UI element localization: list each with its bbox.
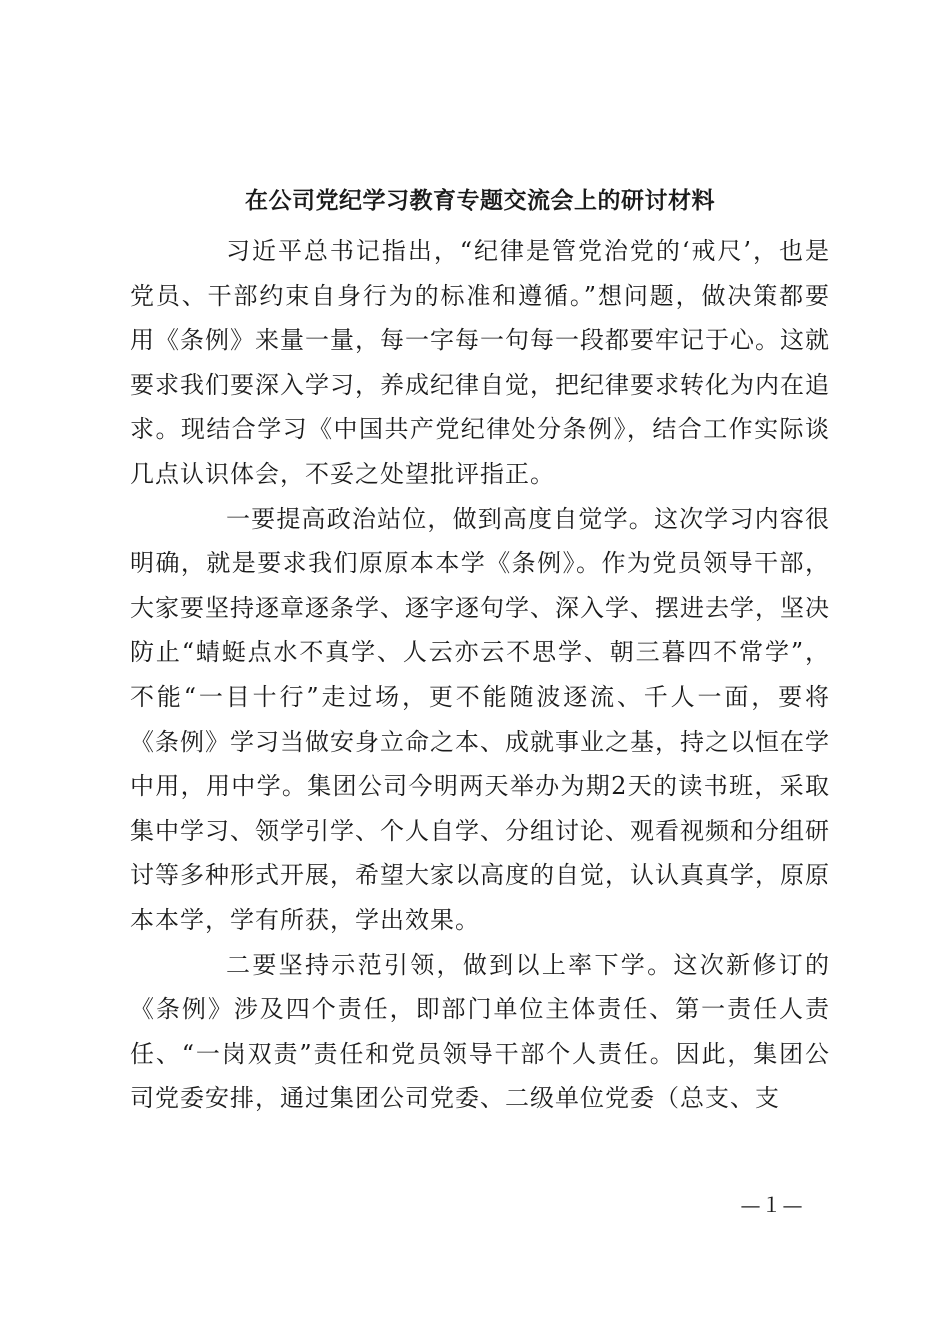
document-body	[130, 229, 830, 1121]
paragraph-point-two: 二要坚持示范引领，做到以上率下学。这次新修订的《条例》涉及四个责任，即部门单位主体责任、第一责任人责任、“一岗双责”责任和党员领导干部个人责任。因此，集团公司党委安排，通过集团公司党委、二级单位党委（总支、支	[130, 950, 830, 1113]
paragraph-point-one: 一要提高政治站位，做到高度自觉学。这次学习内容很明确，就是要求我们原原本本学《条例》。作为党员领导干部，大家要坚持逐章逐条学、逐字逐句学、深入学、摆进去学，坚决防止“蜻蜓点水不真学、人云亦云不思学、朝三暮四不常学”，不能“一目十行”走过场，更不能随波逐流、千人一面，要将《条例》学习当做安身立命之本、成就事业之基，持之以恒在学中用，用中学。集团公司今明两天举办为期2天的读书班，采取集中学习、领学引学、个人自学、分组讨论、观看视频和分组研讨等多种形式开展，希望大家以高度的自觉，认认真真学，原原本本学，学有所获，学出效果。	[130, 504, 830, 934]
page-number: —１—	[740, 1193, 804, 1217]
document-title: 在公司党纪学习教育专题交流会上的研讨材料	[245, 187, 715, 214]
paragraph-intro: 习近平总书记指出，“纪律是管党治党的‘戒尺’，也是党员、干部约束自身行为的标准和遵循。”想问题，做决策都要用《条例》来量一量，每一字每一句每一段都要牢记于心。这就要求我们要深入学习，养成纪律自觉，把纪律要求转化为内在追求。现结合学习《中国共产党纪律处分条例》，结合工作实际谈几点认识体会，不妥之处望批评指正。	[130, 237, 830, 488]
